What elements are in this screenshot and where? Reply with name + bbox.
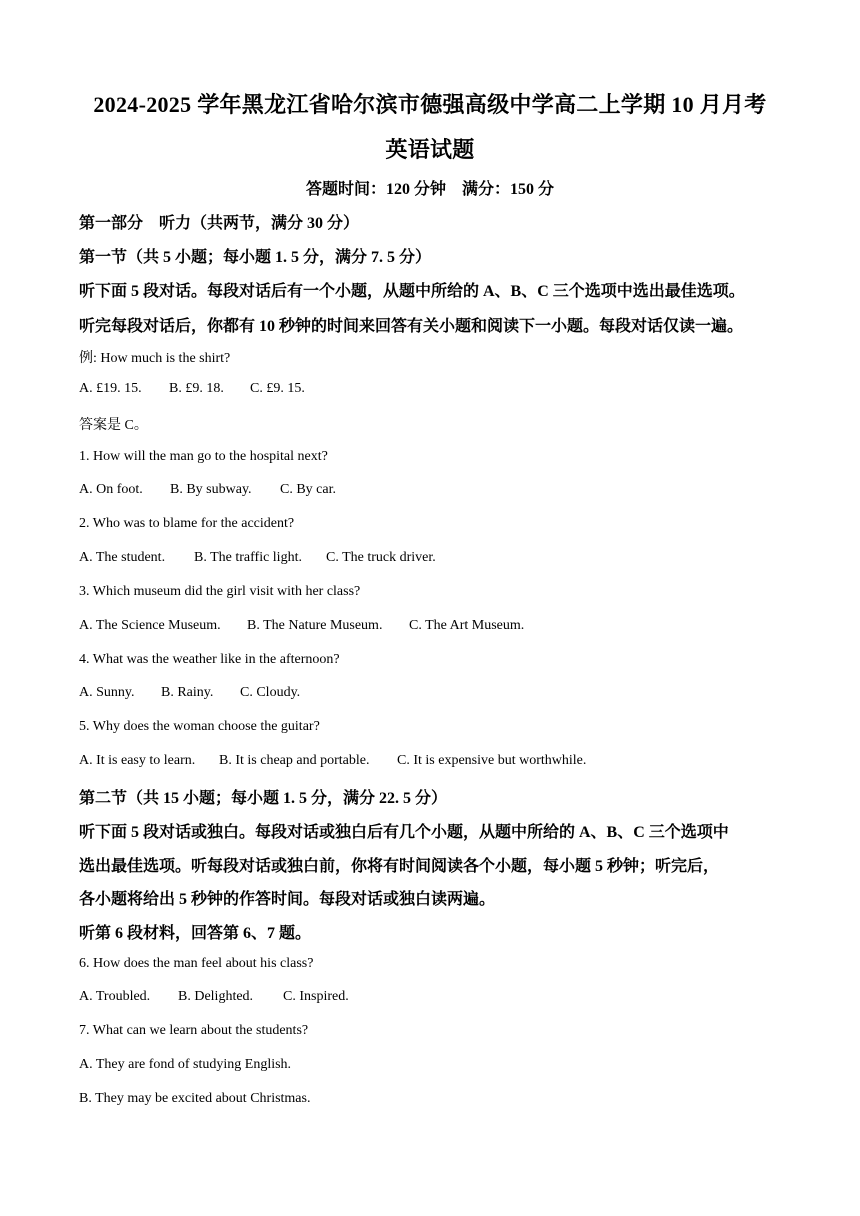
material-heading: 听第 6 段材料，回答第 6、7 题。 [79,925,312,942]
exam-title-line1: 2024-2025 学年黑龙江省哈尔滨市德强高级中学高二上学期 10 月月考 [93,92,767,117]
option-b: B. Rainy. [161,685,214,700]
option-c: C. Inspired. [283,989,349,1004]
option-a: A. The student. [79,550,166,565]
section1-heading: 第一节（共 5 小题；每小题 1. 5 分，满分 7. 5 分） [79,249,432,266]
option-a: A. £19. 15. [79,381,142,396]
option-b: B. It is cheap and portable. [219,753,370,768]
example-question: 例: How much is the shirt? [79,351,231,366]
section1-instruction-2: 听完每段对话后，你都有 10 秒钟的时间来回答有关小题和阅读下一小题。每段对话仅读一遍。 [79,318,744,335]
question-4-options [79,685,799,701]
question-3-options [79,618,799,634]
option-c: C. The truck driver. [326,550,436,565]
question-7-option-a: A. They are fond of studying English. [79,1057,292,1072]
section2-instruction-2: 选出最佳选项。听每段对话或独白前，你将有时间阅读各个小题，每小题 5 秒钟；听完后， [79,858,720,875]
exam-title-line2: 英语试题 [385,137,475,162]
question-5-options [79,753,799,769]
option-b: B. £9. 18. [169,381,224,396]
option-b: B. Delighted. [178,989,254,1004]
section2-instruction-1: 听下面 5 段对话或独白。每段对话或独白后有几个小题，从题中所给的 A、B、C 三个选项中 [79,824,729,841]
option-a: A. On foot. [79,482,143,497]
option-c: C. It is expensive but worthwhile. [397,753,587,768]
example-options [79,381,799,397]
example-answer: 答案是 C。 [79,418,148,433]
option-b: B. The traffic light. [194,550,302,565]
question-1-options [79,482,799,498]
section2-instruction-3: 各小题将给出 5 秒钟的作答时间。每段对话或独白读两遍。 [79,891,496,908]
option-b: B. By subway. [170,482,252,497]
option-a: A. The Science Museum. [79,618,221,633]
option-a: A. It is easy to learn. [79,753,196,768]
question-2: 2. Who was to blame for the accident? [79,516,295,531]
question-5: 5. Why does the woman choose the guitar? [79,719,320,734]
question-7: 7. What can we learn about the students? [79,1023,309,1038]
option-c: C. The Art Museum. [409,618,525,633]
section2-heading: 第二节（共 15 小题；每小题 1. 5 分，满分 22. 5 分） [79,790,448,807]
option-c: C. £9. 15. [250,381,305,396]
question-6: 6. How does the man feel about his class? [79,956,314,971]
option-a: A. Troubled. [79,989,151,1004]
exam-meta: 答题时间：120 分钟 满分：150 分 [305,181,554,198]
question-7-option-b: B. They may be excited about Christmas. [79,1091,311,1106]
question-1: 1. How will the man go to the hospital next? [79,449,328,464]
option-a: A. Sunny. [79,685,135,700]
option-b: B. The Nature Museum. [247,618,383,633]
question-3: 3. Which museum did the girl visit with her class? [79,584,361,599]
part1-heading: 第一部分 听力（共两节，满分 30 分） [79,215,360,232]
option-c: C. By car. [280,482,336,497]
section1-instruction-1: 听下面 5 段对话。每段对话后有一个小题，从题中所给的 A、B、C 三个选项中选出最佳选项。 [79,283,745,300]
option-c: C. Cloudy. [240,685,301,700]
question-2-options [79,550,799,566]
question-6-options [79,989,799,1005]
question-4: 4. What was the weather like in the afternoon? [79,652,340,667]
